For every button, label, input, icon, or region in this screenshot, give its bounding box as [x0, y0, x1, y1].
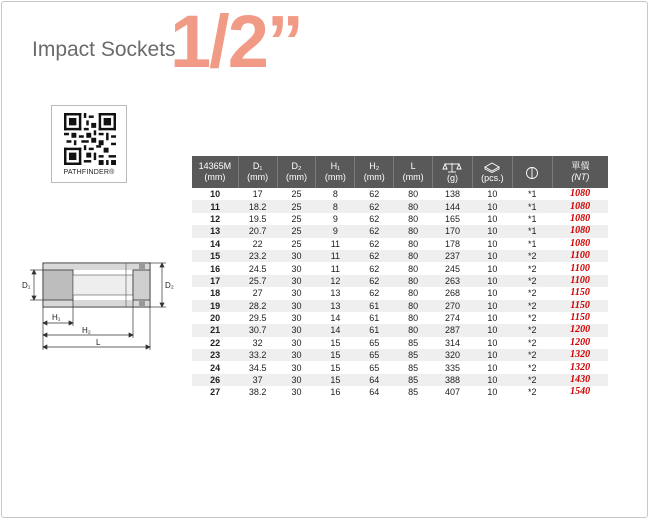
- col-h1-unit: (mm): [324, 172, 346, 182]
- table-row: [192, 386, 608, 398]
- h1-label: H₁: [52, 313, 61, 322]
- cell-h1: 11: [316, 250, 355, 262]
- cell-type: *2: [512, 386, 552, 398]
- cell-size: 15: [192, 250, 238, 262]
- cell-d2: 25: [277, 225, 316, 237]
- col-package: [472, 156, 512, 188]
- cell-h1: 15: [316, 374, 355, 386]
- d2-label: D₂: [165, 281, 174, 290]
- cell-type: *2: [512, 300, 552, 312]
- cell-d2: 25: [277, 188, 316, 200]
- cell-d2: 30: [277, 324, 316, 336]
- cell-size: 18: [192, 287, 238, 299]
- cell-length: 80: [394, 200, 433, 212]
- cell-package: 10: [472, 188, 512, 200]
- cell-package: 10: [472, 287, 512, 299]
- table-row: [192, 361, 608, 373]
- col-model-unit: (mm): [204, 172, 226, 182]
- product-title: Impact Sockets: [32, 38, 176, 61]
- cell-d2: 30: [277, 287, 316, 299]
- cell-d1: 33.2: [238, 349, 277, 361]
- cell-h1: 13: [316, 287, 355, 299]
- cell-d2: 30: [277, 349, 316, 361]
- cell-d2: 25: [277, 238, 316, 250]
- cell-d2: 30: [277, 361, 316, 373]
- cell-d1: 17: [238, 188, 277, 200]
- col-l: [394, 156, 433, 188]
- cell-weight: 314: [433, 337, 473, 349]
- cell-length: 80: [394, 213, 433, 225]
- cell-h2: 65: [355, 349, 394, 361]
- cell-weight: 320: [433, 349, 473, 361]
- cell-price: 1080: [552, 238, 608, 250]
- cell-weight: 268: [433, 287, 473, 299]
- table-row: [192, 287, 608, 299]
- cell-h2: 65: [355, 361, 394, 373]
- cell-weight: 144: [433, 200, 473, 212]
- cell-h2: 62: [355, 213, 394, 225]
- cell-d2: 30: [277, 386, 316, 398]
- cell-length: 80: [394, 238, 433, 250]
- cell-price: 1100: [552, 250, 608, 262]
- cell-d2: 25: [277, 213, 316, 225]
- cell-price: 1100: [552, 275, 608, 287]
- col-d2-unit: (mm): [286, 172, 307, 182]
- cell-price: 1540: [552, 386, 608, 398]
- table-row: [192, 250, 608, 262]
- cell-d1: 23.2: [238, 250, 277, 262]
- cell-size: 20: [192, 312, 238, 324]
- col-l-unit: (mm): [402, 172, 424, 182]
- cell-package: 10: [472, 312, 512, 324]
- cell-h1: 16: [316, 386, 355, 398]
- cell-package: 10: [472, 275, 512, 287]
- cell-size: 26: [192, 374, 238, 386]
- cell-d1: 28.2: [238, 300, 277, 312]
- cell-d1: 25.7: [238, 275, 277, 287]
- cell-d2: 30: [277, 312, 316, 324]
- brand-label: PATHFINDER®: [63, 169, 115, 176]
- d1-label: D₁: [22, 281, 31, 290]
- cell-d1: 30.7: [238, 324, 277, 336]
- cell-length: 80: [394, 324, 433, 336]
- cell-package: 10: [472, 386, 512, 398]
- table-row: [192, 374, 608, 386]
- col-price: [552, 156, 608, 188]
- table-body: [192, 188, 608, 399]
- col-l-label: L: [410, 161, 416, 171]
- cell-size: 19: [192, 300, 238, 312]
- cell-package: 10: [472, 374, 512, 386]
- table-row: [192, 300, 608, 312]
- cell-type: *2: [512, 262, 552, 274]
- cell-h2: 61: [355, 300, 394, 312]
- table-row: [192, 312, 608, 324]
- table-row: [192, 337, 608, 349]
- col-d1-unit: (mm): [247, 172, 269, 182]
- cell-price: 1320: [552, 349, 608, 361]
- cell-h2: 64: [355, 386, 394, 398]
- cell-h2: 62: [355, 188, 394, 200]
- cell-weight: 237: [433, 250, 473, 262]
- cell-price: 1150: [552, 287, 608, 299]
- cell-size: 12: [192, 213, 238, 225]
- drive-size-title: 1/2”: [170, 0, 302, 83]
- cell-weight: 263: [433, 275, 473, 287]
- cell-h1: 11: [316, 262, 355, 274]
- col-d2: [277, 156, 316, 188]
- socket-dimension-diagram: [18, 258, 178, 353]
- cell-size: 27: [192, 386, 238, 398]
- col-weight: [433, 156, 473, 188]
- cell-h1: 8: [316, 188, 355, 200]
- cell-length: 80: [394, 300, 433, 312]
- col-d1-label: D₁: [252, 161, 263, 171]
- cell-h2: 62: [355, 287, 394, 299]
- cell-package: 10: [472, 262, 512, 274]
- cell-package: 10: [472, 300, 512, 312]
- spec-table: [192, 156, 608, 399]
- scale-icon: [442, 162, 462, 173]
- cell-price: 1080: [552, 225, 608, 237]
- cell-h2: 64: [355, 374, 394, 386]
- cell-length: 80: [394, 188, 433, 200]
- cell-package: 10: [472, 349, 512, 361]
- cell-price: 1200: [552, 337, 608, 349]
- cell-type: *2: [512, 312, 552, 324]
- cell-length: 85: [394, 337, 433, 349]
- table-header-row: [192, 156, 608, 188]
- socket-drawing: [43, 263, 150, 307]
- cell-d2: 30: [277, 262, 316, 274]
- cell-h2: 62: [355, 225, 394, 237]
- cell-type: *2: [512, 324, 552, 336]
- table-row: [192, 262, 608, 274]
- col-d1: [238, 156, 277, 188]
- cell-d1: 22: [238, 238, 277, 250]
- cell-package: 10: [472, 337, 512, 349]
- cell-price: 1200: [552, 324, 608, 336]
- cell-length: 80: [394, 262, 433, 274]
- cell-size: 22: [192, 337, 238, 349]
- table-row: [192, 225, 608, 237]
- cell-length: 85: [394, 361, 433, 373]
- cell-price: 1080: [552, 188, 608, 200]
- cell-size: 11: [192, 200, 238, 212]
- col-h1: [316, 156, 355, 188]
- col-weight-unit: (g): [446, 172, 458, 183]
- col-h2: [355, 156, 394, 188]
- cell-h1: 9: [316, 225, 355, 237]
- cell-type: *1: [512, 238, 552, 250]
- cell-h2: 61: [355, 312, 394, 324]
- table-row: [192, 275, 608, 287]
- cell-size: 21: [192, 324, 238, 336]
- cell-length: 85: [394, 349, 433, 361]
- cell-type: *2: [512, 337, 552, 349]
- cell-size: 14: [192, 238, 238, 250]
- cell-size: 24: [192, 361, 238, 373]
- cell-price: 1150: [552, 312, 608, 324]
- cell-h2: 62: [355, 250, 394, 262]
- cell-h1: 11: [316, 238, 355, 250]
- cell-d2: 30: [277, 300, 316, 312]
- cell-h1: 14: [316, 312, 355, 324]
- cell-h2: 62: [355, 200, 394, 212]
- cell-type: *2: [512, 275, 552, 287]
- cell-length: 80: [394, 225, 433, 237]
- cell-package: 10: [472, 250, 512, 262]
- cell-size: 23: [192, 349, 238, 361]
- table-row: [192, 324, 608, 336]
- cell-d1: 20.7: [238, 225, 277, 237]
- cell-d1: 29.5: [238, 312, 277, 324]
- cell-d1: 19.5: [238, 213, 277, 225]
- cell-weight: 287: [433, 324, 473, 336]
- cell-d1: 32: [238, 337, 277, 349]
- cell-type: *2: [512, 349, 552, 361]
- qr-code-icon: [64, 113, 116, 165]
- cell-weight: 388: [433, 374, 473, 386]
- col-type: [512, 156, 552, 188]
- cell-weight: 138: [433, 188, 473, 200]
- cell-d2: 30: [277, 250, 316, 262]
- box-icon: [483, 162, 501, 173]
- cell-weight: 270: [433, 300, 473, 312]
- cell-h2: 62: [355, 238, 394, 250]
- cell-price: 1080: [552, 213, 608, 225]
- cell-price: 1320: [552, 361, 608, 373]
- cell-h2: 62: [355, 275, 394, 287]
- cell-h1: 12: [316, 275, 355, 287]
- col-d2-label: D₂: [291, 161, 302, 171]
- cell-h2: 62: [355, 262, 394, 274]
- col-model: [192, 156, 238, 188]
- cell-price: 1100: [552, 262, 608, 274]
- cell-type: *2: [512, 361, 552, 373]
- cell-type: *1: [512, 225, 552, 237]
- cell-length: 85: [394, 374, 433, 386]
- col-h2-unit: (mm): [363, 172, 385, 182]
- cell-price: 1080: [552, 200, 608, 212]
- cell-h2: 61: [355, 324, 394, 336]
- cell-type: *1: [512, 200, 552, 212]
- cell-size: 17: [192, 275, 238, 287]
- table-row: [192, 200, 608, 212]
- table-row: [192, 349, 608, 361]
- qr-code-box: [51, 105, 127, 183]
- cell-h2: 65: [355, 337, 394, 349]
- cell-weight: 335: [433, 361, 473, 373]
- cell-d1: 34.5: [238, 361, 277, 373]
- cell-weight: 245: [433, 262, 473, 274]
- cell-length: 80: [394, 250, 433, 262]
- cell-size: 16: [192, 262, 238, 274]
- h2-label: H₂: [82, 326, 91, 335]
- cell-weight: 170: [433, 225, 473, 237]
- cell-d1: 37: [238, 374, 277, 386]
- col-price-label: 單價: [571, 161, 590, 171]
- table-row: [192, 213, 608, 225]
- cell-length: 80: [394, 287, 433, 299]
- cell-d1: 38.2: [238, 386, 277, 398]
- cell-package: 10: [472, 213, 512, 225]
- cell-length: 80: [394, 275, 433, 287]
- table-row: [192, 238, 608, 250]
- cell-type: *1: [512, 213, 552, 225]
- cell-d2: 25: [277, 200, 316, 212]
- table-row: [192, 188, 608, 200]
- cell-size: 10: [192, 188, 238, 200]
- cell-h1: 9: [316, 213, 355, 225]
- cell-type: *2: [512, 250, 552, 262]
- cell-h1: 15: [316, 361, 355, 373]
- col-package-unit: (pcs.): [481, 172, 504, 183]
- cell-weight: 178: [433, 238, 473, 250]
- cell-package: 10: [472, 324, 512, 336]
- cell-d1: 18.2: [238, 200, 277, 212]
- cell-size: 13: [192, 225, 238, 237]
- cell-h1: 15: [316, 337, 355, 349]
- l-label: L: [96, 338, 101, 347]
- cell-weight: 274: [433, 312, 473, 324]
- col-h2-label: H₂: [369, 161, 380, 171]
- cell-weight: 407: [433, 386, 473, 398]
- col-h1-label: H₁: [330, 161, 341, 171]
- cell-h1: 13: [316, 300, 355, 312]
- col-price-unit: (NT): [571, 172, 590, 182]
- cell-d2: 30: [277, 337, 316, 349]
- circle-slash-icon: [525, 166, 539, 180]
- cell-length: 85: [394, 386, 433, 398]
- cell-d1: 24.5: [238, 262, 277, 274]
- cell-package: 10: [472, 238, 512, 250]
- cell-package: 10: [472, 225, 512, 237]
- cell-type: *2: [512, 287, 552, 299]
- cell-h1: 15: [316, 349, 355, 361]
- cell-d2: 30: [277, 374, 316, 386]
- cell-type: *2: [512, 374, 552, 386]
- cell-package: 10: [472, 200, 512, 212]
- cell-h1: 8: [316, 200, 355, 212]
- cell-h1: 14: [316, 324, 355, 336]
- cell-d1: 27: [238, 287, 277, 299]
- cell-price: 1430: [552, 374, 608, 386]
- cell-price: 1150: [552, 300, 608, 312]
- col-model-label: 14365M: [198, 161, 232, 171]
- cell-package: 10: [472, 361, 512, 373]
- cell-d2: 30: [277, 275, 316, 287]
- cell-type: *1: [512, 188, 552, 200]
- cell-length: 80: [394, 312, 433, 324]
- cell-weight: 165: [433, 213, 473, 225]
